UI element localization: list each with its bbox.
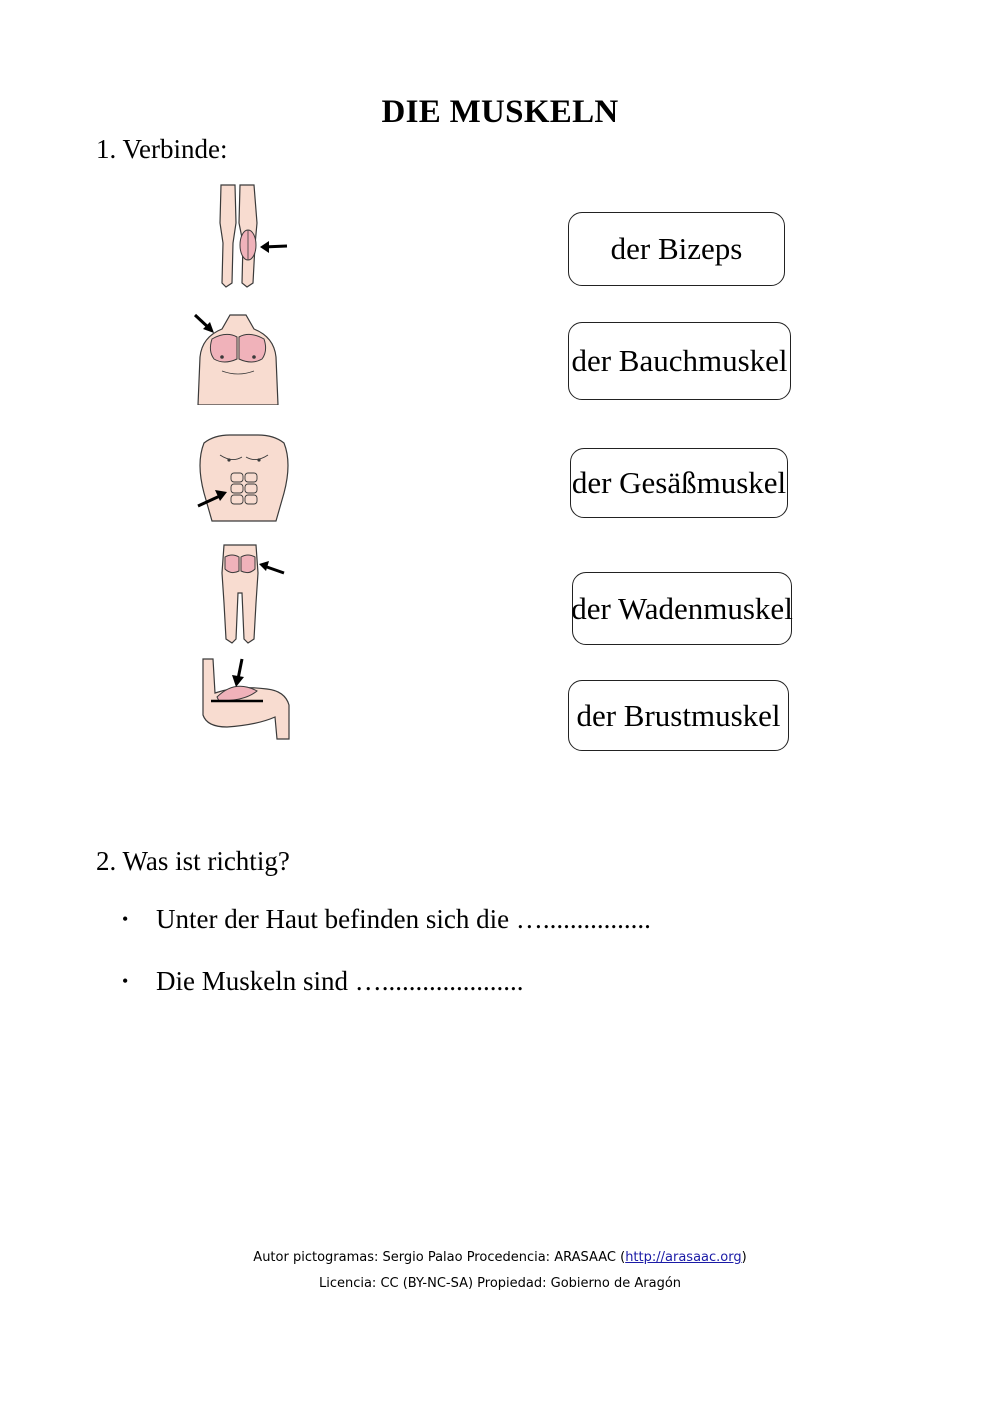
word-box-4[interactable]: der Wadenmuskel: [572, 572, 792, 645]
bullet-icon: •: [122, 909, 129, 929]
page-title: DIE MUSKELN: [381, 94, 619, 130]
credits-line-1: [0, 1245, 1000, 1271]
question-text-2[interactable]: Die Muskeln sind ….....................: [156, 966, 524, 996]
word-box-3[interactable]: der Gesäßmuskel: [570, 448, 788, 518]
credits: [0, 1245, 1000, 1297]
word-box-2[interactable]: der Bauchmuskel: [568, 322, 791, 400]
credits-line-2: Licencia: CC (BY-NC-SA) Propiedad: Gobierno de Aragón: [318, 1276, 682, 1291]
arasaac-link[interactable]: http://arasaac.org: [625, 1250, 742, 1265]
question-list: [122, 904, 651, 1028]
question-item-2: [122, 966, 651, 1028]
abdominal-muscle-pictogram[interactable]: [194, 433, 294, 523]
biceps-pictogram[interactable]: [197, 655, 293, 743]
section-1-heading: 1. Verbinde:: [96, 134, 228, 164]
section-2-heading: 2. Was ist richtig?: [96, 846, 290, 876]
question-text-1[interactable]: Unter der Haut befinden sich die …................: [156, 904, 651, 934]
calf-muscle-pictogram[interactable]: [213, 183, 293, 291]
bullet-icon: •: [122, 971, 129, 991]
chest-muscle-pictogram[interactable]: [192, 307, 284, 405]
credits-prefix: Autor pictogramas: Sergio Palao Procedencia: ARASAAC (: [253, 1250, 626, 1265]
word-box-1[interactable]: der Bizeps: [568, 212, 785, 286]
credits-suffix: ): [741, 1250, 747, 1265]
word-box-5[interactable]: der Brustmuskel: [568, 680, 789, 751]
gluteal-muscle-pictogram[interactable]: [186, 543, 286, 645]
question-item-1: [122, 904, 651, 966]
